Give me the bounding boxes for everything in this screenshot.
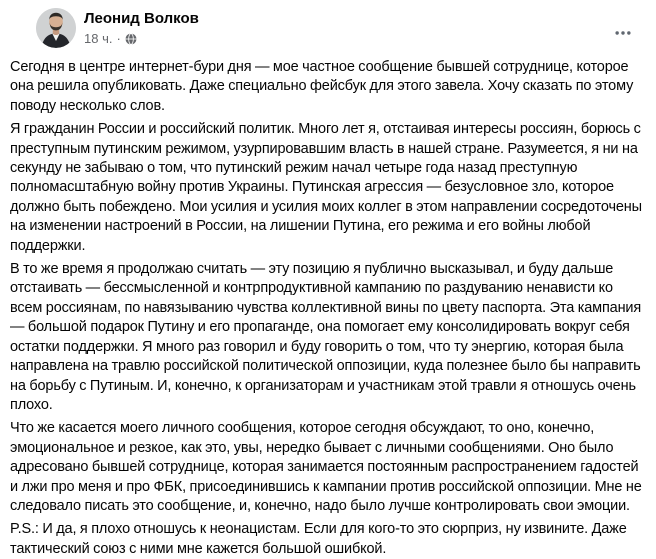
post-paragraph: Я гражданин России и российский политик. Много лет я, отстаивая интересы россиян, борюсь с преступным путинским режимом, узурпировавшим власть в нашей стране. Разумеется, я ни на секунду не забываю о том, что путинский режим начал четыре года назад преступную полномасштабную войну против Украины. Путинская агрессия — безусловное зло, которое должно быть побеждено. Мои усилия и усилия моих коллег в этом направлении сосредоточены на изменении настроений в России, на лишении Путина, его режима и его войны любой поддержки.	[10, 121, 642, 254]
post-paragraph: Сегодня в центре интернет-бури дня — мое частное сообщение бывшей сотруднице, которое она решила опубликовать. Даже специально фейсбук для этого завела. Хочу сказать по этому поводу несколько слов.	[10, 59, 634, 114]
post-timestamp[interactable]: 18 ч.	[84, 31, 113, 46]
post-paragraph: Что же касается моего личного сообщения, которое сегодня обсуждают, то оно, конечно, эмоциональное и резкое, как это, увы, нередко бывает с личными сообщениями. Оно было адресовано бывшей сотруднице, которая занимается постоянным распространением гадостей и лжи про меня и про ФБК, присоединившись к кампании против российской оппозиции. Мне не следовало писать это сообщение, и, конечно, надо было лучше контролировать свои эмоции.	[10, 420, 642, 514]
post-meta	[84, 30, 199, 47]
ellipsis-icon	[614, 24, 632, 42]
avatar-image	[36, 8, 76, 48]
more-options-button[interactable]	[608, 18, 638, 48]
post-paragraph: В то же время я продолжаю считать — эту позицию я публично высказывал, и буду дальше отстаивать — бессмысленной и контрпродуктивной кампанию по раздуванию ненависти ко всем россиянам, по навязыванию чувства коллективной вины по цвету паспорта. Эта кампания — большой подарок Путину и его пропаганде, она помогает ему консолидировать вокруг себя остатки поддержки. Я много раз говорил и буду говорить о том, что ту энергию, которая была направлена на травлю российской политической оппозиции, куда полезнее было бы направить на борьбу с Путиным. И, конечно, к организаторам и участникам этой травли я отношусь очень плохо.	[10, 261, 642, 413]
post-header	[0, 0, 656, 48]
post-text	[0, 48, 656, 559]
avatar[interactable]	[36, 8, 76, 48]
post-header-info	[84, 8, 199, 47]
globe-icon	[125, 33, 137, 45]
meta-separator: ·	[116, 31, 121, 46]
author-name[interactable]: Леонид Волков	[84, 10, 199, 27]
post-paragraph: P.S.: И да, я плохо отношусь к неонацистам. Если для кого-то это сюрприз, ну извините. Даже тактический союз с ними мне кажется большой ошибкой.	[10, 521, 627, 557]
